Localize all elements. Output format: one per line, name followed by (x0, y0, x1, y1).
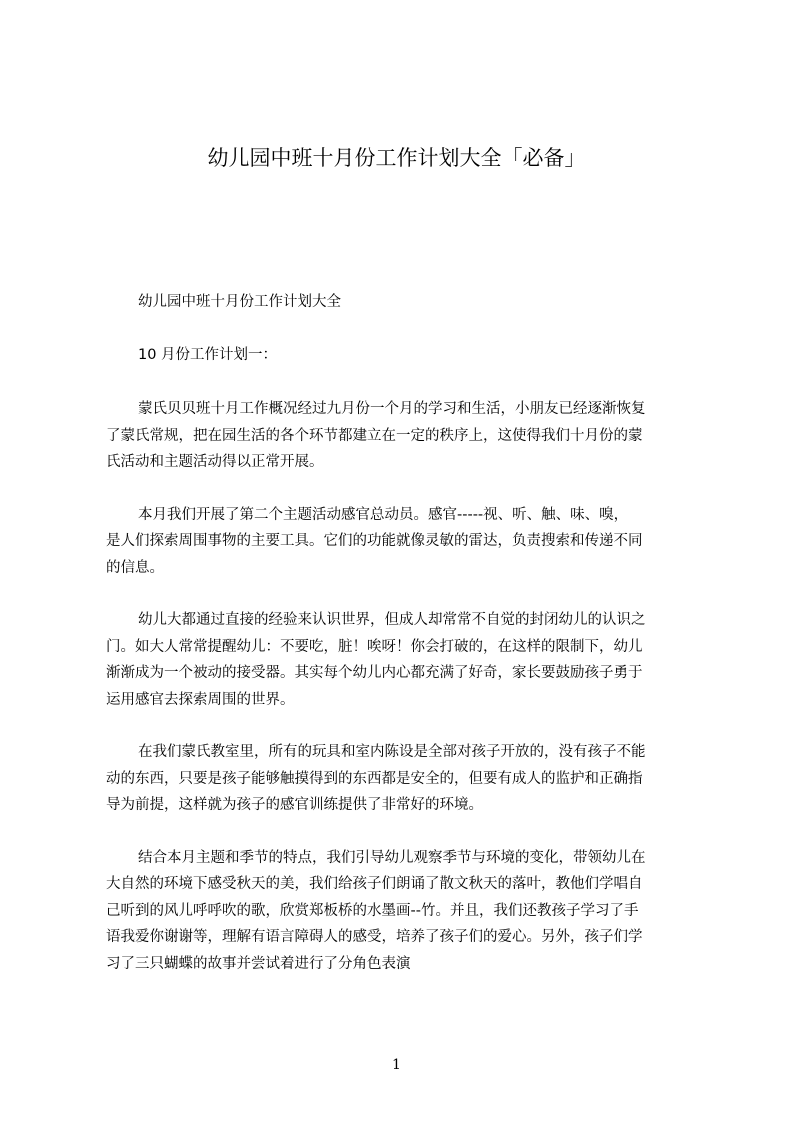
paragraph-line: 动的东西，只要是孩子能够触摸得到的东西都是安全的，但要有成人的监护和正确指 (106, 771, 643, 787)
paragraph-line: 幼儿大都通过直接的经验来认识世界，但成人却常常不自觉的封闭幼儿的认识之 (138, 612, 646, 628)
document-subtitle: 幼儿园中班十月份工作计划大全 (138, 294, 341, 310)
paragraph-line: 语我爱你谢谢等，理解有语言障碍人的感受，培养了孩子们的爱心。另外，孩子们学 (106, 929, 643, 945)
paragraph-line: 了蒙氏常规，把在园生活的各个环节都建立在一定的秩序上，这使得我们十月份的蒙 (106, 428, 643, 444)
document-title: 幼儿园中班十月份工作计划大全「必备」 (207, 146, 586, 170)
paragraph-line: 的信息。 (106, 560, 164, 576)
paragraph-line: 导为前提，这样就为孩子的感官训练提供了非常好的环境。 (106, 797, 483, 813)
paragraph-line: 本月我们开展了第二个主题活动感官总动员。感官-----视、听、触、味、嗅， (138, 507, 629, 523)
paragraph-line: 运用感官去探索周围的世界。 (106, 692, 295, 708)
paragraph-line: 渐渐成为一个被动的接受器。其实每个幼儿内心都充满了好奇，家长要鼓励孩子勇于 (106, 665, 643, 681)
paragraph-line: 己听到的风儿呼呼吹的歌，欣赏郑板桥的水墨画--竹。并且，我们还教孩子学习了手 (106, 903, 639, 919)
paragraph-line: 在我们蒙氏教室里，所有的玩具和室内陈设是全部对孩子开放的，没有孩子不能 (138, 744, 646, 760)
paragraph-line: 是人们探索周围事物的主要工具。它们的功能就像灵敏的雷达，负责搜索和传递不同 (106, 533, 643, 549)
paragraph-line: 大自然的环境下感受秋天的美，我们给孩子们朗诵了散文秋天的落叶，教他们学唱自 (106, 876, 643, 892)
paragraph-line: 氏活动和主题活动得以正常开展。 (106, 454, 324, 470)
page-number: 1 (392, 1057, 401, 1073)
plan-heading: 10 月份工作计划一： (138, 347, 278, 363)
paragraph-line: 门。如大人常常提醒幼儿：不要吃，脏！唉呀！你会打破的，在这样的限制下，幼儿 (106, 639, 643, 655)
paragraph-line: 蒙氏贝贝班十月工作概况经过九月份一个月的学习和生活，小朋友已经逐渐恢复 (138, 401, 646, 417)
paragraph-line: 习了三只蝴蝶的故事并尝试着进行了分角色表演 (106, 956, 411, 972)
paragraph-line: 结合本月主题和季节的特点，我们引导幼儿观察季节与环境的变化，带领幼儿在 (138, 850, 646, 866)
